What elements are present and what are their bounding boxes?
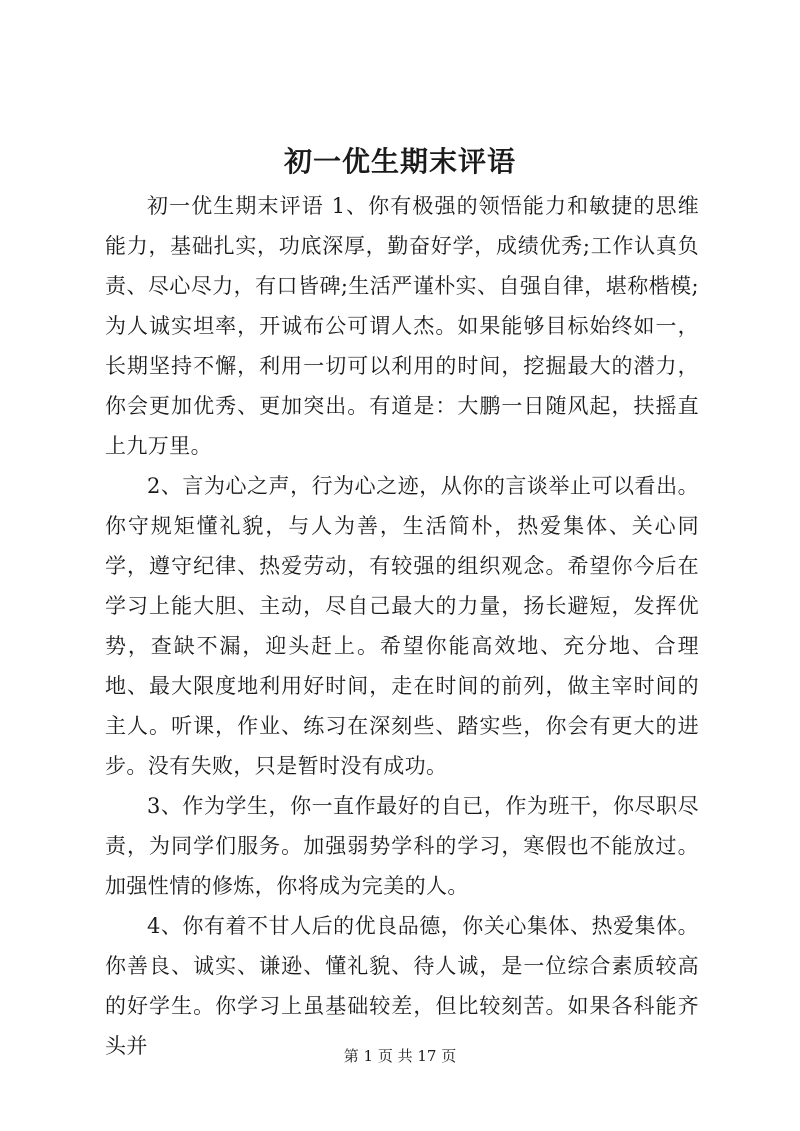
paragraph-1: 初一优生期末评语 1、你有极强的领悟能力和敏捷的思维能力，基础扎实，功底深厚，勤奋好学，成绩优秀;工作认真负责、尽心尽力，有口皆碑;生活严谨朴实、自强自律，堪称楷模;为人诚实坦率，开诚布公可谓人杰。如果能够目标始终如一，长期坚持不懈，利用一切可以利用的时间，挖掘最大的潜力，你会更加优秀、更加突出。有道是：大鹏一日随风起，扶摇直上九万里。 xyxy=(105,194,699,458)
document-body xyxy=(105,186,699,1066)
document-title: 初一优生期末评语 xyxy=(283,145,516,178)
paragraph-2: 2、言为心之声，行为心之迹，从你的言谈举止可以看出。你守规矩懂礼貌，与人为善，生活简朴，热爱集体、关心同学，遵守纪律、热爱劳动，有较强的组织观念。希望你今后在学习上能大胆、主动，尽自己最大的力量，扬长避短，发挥优势，查缺不漏，迎头赶上。希望你能高效地、充分地、合理地、最大限度地利用好时间，走在时间的前列，做主宰时间的主人。听课，作业、练习在深刻些、踏实些，你会有更大的进步。没有失败，只是暂时没有成功。 xyxy=(105,474,699,778)
paragraph-4: 4、你有着不甘人后的优良品德，你关心集体、热爱集体。你善良、诚实、谦逊、懂礼貌、待人诚，是一位综合素质较高的好学生。你学习上虽基础较差，但比较刻苦。如果各科能齐头并 xyxy=(105,914,699,1058)
paragraph-3: 3、作为学生，你一直作最好的自已，作为班干，你尽职尽责，为同学们服务。加强弱势学科的学习，寒假也不能放过。加强性情的修炼，你将成为完美的人。 xyxy=(105,794,699,898)
page-number-footer: 第 1 页 共 17 页 xyxy=(343,1047,457,1065)
